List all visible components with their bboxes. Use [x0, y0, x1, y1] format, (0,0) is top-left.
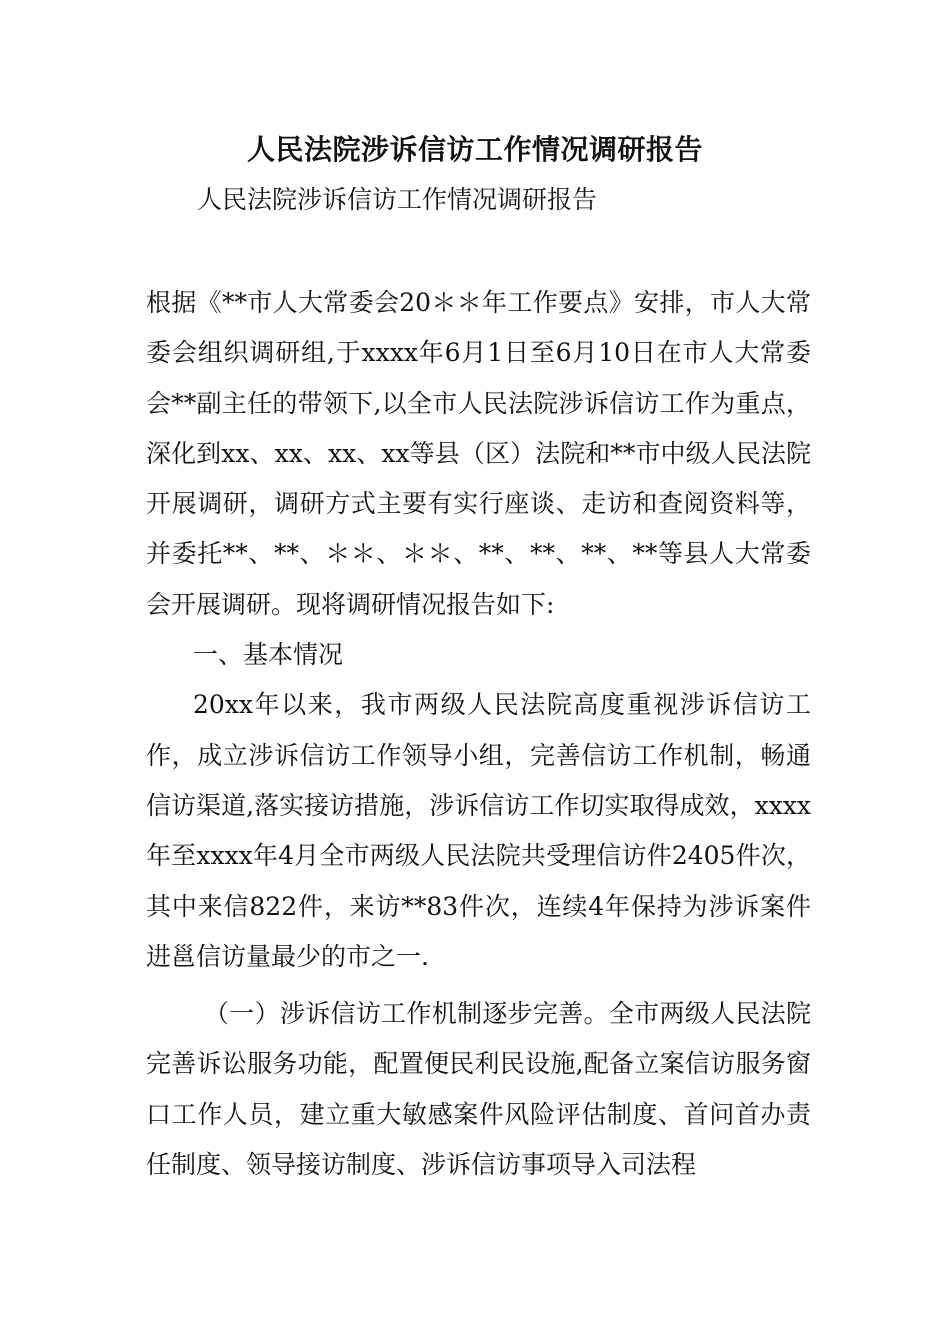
intro-paragraph: 根据《**市人大常委会20＊＊年工作要点》安排，市人大常委会组织调研组,于xxxx年6月1日至6月10日在市人大常委会**副主任的带领下,以全市人民法院涉诉信访工作为重点，深化到xx、xx、xx、xx等县（区）法院和**市中级人民法院开展调研，调研方式主要有实行座谈、走访和查阅资料等，并委托**、**、＊＊、＊＊、**、**、**、**等县人大常委会开展调研。现将调研情况报告如下: — [146, 288, 811, 619]
basic-situation-paragraph: 20xx年以来，我市两级人民法院高度重视涉诉信访工作，成立涉诉信访工作领导小组，完善信访工作机制，畅通信访渠道,落实接访措施，涉诉信访工作切实取得成效，xxxx年至xxxx年4月全市两级人民法院共受理信访件2405件次，其中来信822件，来访**83件次，连续4年保持为涉诉案件进邕信访量最少的市之一. — [146, 690, 811, 971]
document-title: 人民法院涉诉信访工作情况调研报告 — [246, 133, 703, 166]
document-body — [146, 278, 811, 1190]
document-subtitle: 人民法院涉诉信访工作情况调研报告 — [197, 185, 598, 214]
section-heading-basic-situation: 一、基本情况 — [193, 640, 344, 670]
subsection-paragraph-1: （一）涉诉信访工作机制逐步完善。全市两级人民法院完善诉讼服务功能，配置便民利民设施,配备立案信访服务窗口工作人员，建立重大敏感案件风险评估制度、首问首办责任制度、领导接访制度、涉诉信访事项导入司法程 — [146, 999, 811, 1180]
